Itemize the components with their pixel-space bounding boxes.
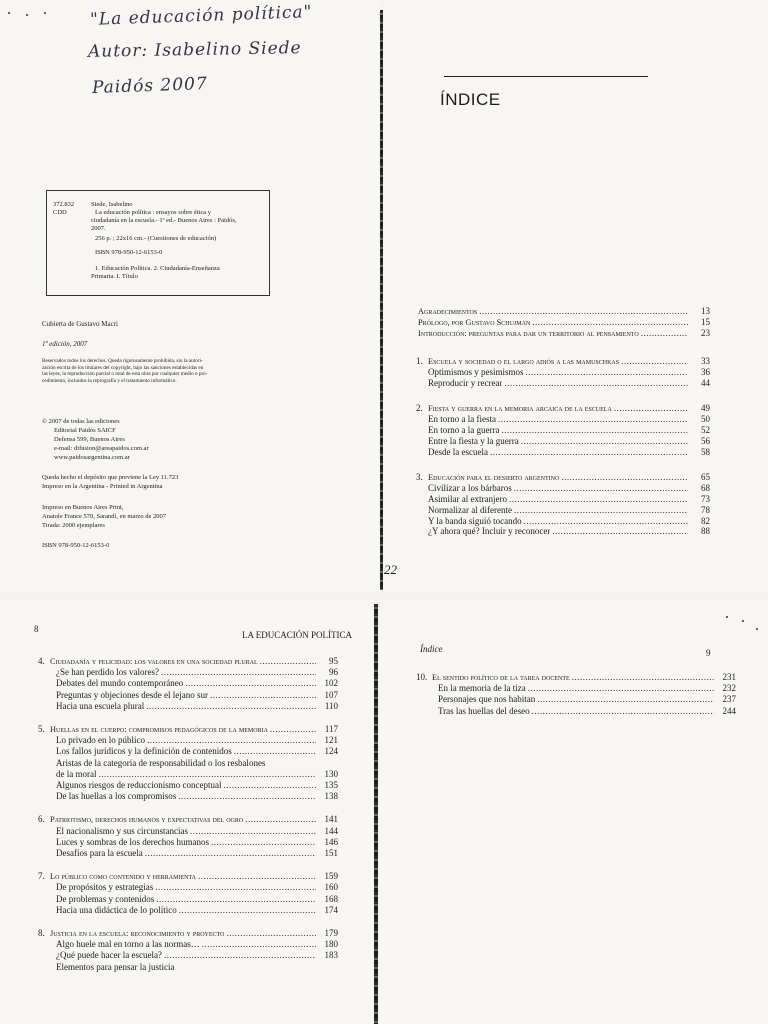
toc-chapter-line [38, 928, 338, 939]
rights-line: zación escrita de los titulares del copyright, bajo las sanciones establecidas en [42, 364, 204, 371]
toc-section-line [56, 894, 338, 905]
chapter-number: 2. [416, 403, 423, 414]
printed-in: Impreso en la Argentina - Printed in Argentina [42, 483, 163, 490]
catalog-line: 256 p. ; 22x16 cm.- (Cuestiones de educación) [95, 235, 217, 242]
dot-leader [226, 928, 316, 939]
toc-label: El nacionalismo y sus circunstancias [56, 825, 188, 836]
dot-leader [514, 483, 688, 494]
toc-section-line [438, 683, 736, 694]
chapter-number: 4. [38, 656, 45, 666]
catalog-record-box [46, 190, 270, 296]
toc-section-line [438, 694, 736, 705]
dot-leader [210, 690, 316, 701]
publisher-web: www.paidosargentina.com.ar [54, 454, 130, 461]
dot-leader [532, 317, 688, 328]
toc-label: Personajes que nos habitan [438, 694, 536, 705]
dot-leader [552, 526, 688, 537]
dot-leader [223, 780, 316, 791]
cover-credit: Cubierta de Gustavo Macri [42, 320, 119, 328]
dot-leader [198, 871, 316, 882]
toc-page-number: 146 [324, 836, 338, 847]
toc-label: El sentido político de la tarea docente [432, 673, 570, 682]
catalog-line: 2007. [91, 225, 106, 232]
dot-leader [521, 436, 688, 447]
toc-label: Debates del mundo contemporáneo [56, 678, 184, 689]
toc-section-line [56, 837, 338, 848]
toc-label: Escuela y sociedad o el largo adiós a las mamuschkas [428, 357, 620, 366]
dot-leader [526, 367, 688, 378]
toc-page-number: 23 [701, 328, 710, 338]
toc-section-line [428, 378, 710, 389]
toc-section-line [56, 746, 338, 757]
dot-leader [532, 706, 714, 717]
toc-chapter-line [38, 871, 338, 882]
toc-label: Patriotismo, derechos humanos y expectativas del ogro [50, 815, 244, 825]
toc-page-number: 180 [324, 939, 338, 950]
toc-label: Lo privado en lo público [56, 735, 145, 746]
toc-chapter-line [416, 356, 710, 367]
handwritten-title-note: "La educación política" [89, 2, 313, 30]
toc-page-number: 141 [324, 814, 338, 825]
toc-label: Educación para el desierto argentino [428, 473, 560, 483]
publisher-name: Editorial Paidós SAICF [54, 427, 116, 434]
toc-label: Reproducir y recrear [428, 377, 503, 388]
toc-page-number: 183 [324, 950, 338, 961]
toc-label: Huellas en el cuerpo: compromisos pedagógicos de la memoria [50, 725, 268, 734]
dot-leader [504, 378, 688, 389]
toc-section-line [438, 706, 736, 717]
dot-leader [147, 735, 316, 746]
dot-leader [178, 791, 316, 802]
publisher-email: e-mail: difusion@areapaidos.com.ar [54, 445, 149, 452]
toc-label: Entre la fiesta y la guerra [428, 435, 519, 446]
toc-label: Hacia una didáctica de lo político [56, 904, 177, 915]
scan-speck [8, 12, 10, 14]
toc-label: Preguntas y objeciones desde el lejano sur [56, 689, 208, 700]
toc-page-number: 237 [722, 694, 736, 705]
toc-label: Fiesta y guerra en la memoria arcaica de la escuela [428, 404, 612, 414]
dot-leader [614, 403, 688, 414]
dot-leader [641, 328, 688, 339]
page-folio: 8 [34, 624, 39, 634]
toc-section-line [56, 678, 338, 689]
running-head: LA EDUCACIÓN POLÍTICA [242, 630, 352, 640]
scan-mark: 22 [384, 562, 397, 577]
toc-label: En torno a la fiesta [428, 414, 496, 425]
dot-leader [479, 306, 688, 317]
toc-page-number: 49 [701, 403, 710, 414]
catalog-cdd: CDD [53, 209, 67, 216]
dot-leader [245, 814, 316, 825]
toc-label: Desafíos para la escuela [56, 848, 143, 858]
toc-label: En torno a la guerra [428, 425, 500, 435]
toc-label: de la moral [56, 768, 97, 779]
toc-page-number: 107 [324, 689, 338, 700]
toc-label: Justicia en la escuela: reconocimiento y proyecto [50, 929, 225, 938]
toc-section-line [56, 826, 338, 837]
chapter-number: 7. [38, 871, 45, 882]
copyright-page [0, 0, 380, 592]
dot-leader [621, 356, 688, 367]
toc-label: En la memoria de la tiza [438, 683, 526, 694]
toc-label: Aristas de la categoría de responsabilidad o los resbalones [56, 757, 266, 768]
printer-line: Impreso en Buenos Aires Print, [42, 504, 124, 511]
toc-page-number: 151 [324, 848, 338, 858]
toc-section-line [56, 758, 338, 769]
toc-label: ¿Y ahora qué? Incluir y reconocer [428, 526, 551, 537]
toc-section-line [56, 939, 338, 950]
toc-section-line [428, 494, 710, 505]
toc-section-line [428, 483, 710, 494]
running-head: Índice [420, 644, 443, 654]
toc-label: Algunos riesgos de reduccionismo conceptual [56, 780, 222, 790]
toc-label: Prólogo, por Gustavo Schujman [418, 318, 531, 327]
dot-leader [498, 414, 688, 425]
dot-leader [185, 678, 316, 689]
toc-page-number: 179 [324, 928, 338, 938]
rights-line: las leyes, la reproducción parcial o total de esta obra por cualquier medio o pro- [42, 371, 208, 377]
toc-page-number: 232 [722, 683, 736, 694]
toc-front-matter-line [418, 317, 710, 328]
chapter-number: 1. [416, 356, 423, 366]
toc-section-line [428, 447, 710, 458]
chapter-number: 10. [416, 672, 428, 682]
toc-page-number: 73 [701, 494, 710, 504]
toc-label: Algo huele mal en torno a las normas… [56, 939, 200, 950]
toc-label: Civilizar a los bárbaros [428, 483, 512, 494]
catalog-subjects: Primaria. I. Título [91, 273, 138, 280]
dot-leader [202, 939, 316, 950]
page-folio: 9 [706, 648, 711, 658]
catalog-classification: 372.832 [53, 201, 75, 208]
legal-deposit: Queda hecho el depósito que previene la Ley 11.723 [42, 474, 179, 481]
toc-section-line [56, 882, 338, 893]
toc-page-number: 121 [324, 735, 338, 746]
toc-label: Y la banda siguió tocando [428, 515, 522, 526]
dot-leader [98, 769, 316, 780]
toc-page-number: 95 [329, 656, 338, 666]
dot-leader [490, 447, 688, 458]
scan-speck [26, 14, 28, 16]
dot-leader [234, 746, 316, 757]
toc-label: Normalizar al diferente [428, 504, 512, 515]
toc-section-line [56, 769, 338, 780]
toc-section-line [56, 791, 338, 802]
index-top-rule [444, 76, 648, 77]
toc-front-matter-line [418, 306, 710, 317]
dot-leader [528, 683, 714, 694]
dot-leader [164, 950, 316, 961]
dot-leader [145, 848, 316, 859]
toc-label: De propósitos y estrategias [56, 882, 154, 893]
toc-page-number: 13 [701, 306, 710, 316]
rights-notice [42, 358, 278, 384]
dot-leader [156, 894, 316, 905]
toc-section-line [56, 735, 338, 746]
dot-leader [146, 701, 316, 712]
toc-page-number: 130 [324, 768, 338, 779]
chapter-number: 6. [38, 814, 45, 825]
toc-page-number: 174 [324, 904, 338, 915]
toc-label: ¿Qué puede hacer la escuela? [56, 950, 162, 961]
catalog-isbn: ISBN 978-950-12-6153-0 [95, 249, 163, 256]
catalog-author: Siede, Isabelino [91, 201, 133, 208]
toc-chapter-line [416, 403, 710, 414]
toc-page-number: 50 [701, 414, 710, 425]
toc-section-line [56, 848, 338, 859]
toc-section-line [56, 962, 338, 973]
dot-leader [524, 516, 688, 527]
catalog-subjects: 1. Educación Política. 2. Ciudadanía-Enseñanza [95, 265, 220, 272]
toc-label: De las huellas a los compromisos [56, 791, 177, 802]
chapter-number: 3. [416, 472, 423, 483]
index-page [384, 0, 768, 592]
toc-page-number: 124 [324, 746, 338, 757]
chapter-number: 5. [38, 724, 45, 734]
toc-chapter-line [38, 814, 338, 825]
toc-label: Optimismos y pesimismos [428, 366, 524, 377]
toc-label: Tras las huellas del deseo [438, 705, 530, 716]
toc-page-number: 135 [324, 780, 338, 790]
toc-label: Introducción: preguntas para dar un territorio al pensamiento [418, 329, 639, 338]
toc-section-line [428, 367, 710, 378]
dot-leader [270, 724, 316, 735]
toc-page-number: 110 [324, 700, 338, 711]
toc-label: Elementos para pensar la justicia [56, 961, 175, 972]
toc-section-line [428, 414, 710, 425]
toc-section-line [428, 436, 710, 447]
dot-leader [179, 905, 316, 916]
toc-label: De problemas y contenidos [56, 893, 155, 904]
rights-line: cedimiento, incluidos la reprografía y el tratamiento informático. [42, 377, 177, 384]
toc-page-number: 52 [701, 425, 710, 435]
toc-page-number: 96 [329, 667, 338, 678]
isbn-footer: ISBN 978-950-12-6153-0 [42, 542, 110, 549]
toc-page-number: 44 [701, 377, 710, 388]
dot-leader [501, 425, 688, 436]
toc-label: Agradecimientos [418, 307, 478, 316]
dot-leader [190, 826, 316, 837]
toc-page-number: 65 [701, 472, 710, 483]
scan-speck [742, 620, 744, 622]
toc-label: Desde la escuela [428, 446, 488, 457]
toc-chapter-line [38, 724, 338, 735]
dot-leader [260, 656, 316, 667]
chapter-number: 8. [38, 928, 45, 938]
dot-leader [561, 472, 688, 483]
toc-section-line [428, 505, 710, 516]
index-title: ÍNDICE [440, 90, 501, 109]
dot-leader [155, 882, 316, 893]
toc-chapter-line [416, 672, 736, 683]
catalog-line: La educación política : ensayos sobre ética y [95, 209, 212, 216]
dot-leader [161, 667, 316, 678]
scan-speck [726, 616, 728, 618]
page-8 [0, 600, 374, 1024]
toc-section-line [56, 950, 338, 961]
toc-label: Ciudadanía y felicidad: los valores en una sociedad plural [50, 657, 258, 666]
dot-leader [211, 837, 316, 848]
toc-label: Lo público como contenido y herramienta [50, 872, 196, 882]
toc-front-matter-line [418, 328, 710, 339]
toc-page-number: 159 [324, 871, 338, 882]
copyright-line: © 2007 de todas las ediciones [42, 418, 120, 425]
toc-page-number: 56 [701, 435, 710, 446]
toc-label: ¿Se han perdido los valores? [56, 667, 159, 678]
toc-page-number: 244 [722, 705, 736, 716]
toc-page-number: 15 [701, 317, 710, 327]
toc-label: Luces y sombras de los derechos humanos [56, 836, 209, 847]
toc-page-number: 78 [701, 504, 710, 515]
toc-page-number: 160 [324, 882, 338, 893]
dot-leader [572, 672, 714, 683]
toc-chapter-line [38, 656, 338, 667]
handwritten-author-note: Autor: Isabelino Siede [87, 38, 302, 62]
toc-section-line [56, 780, 338, 791]
toc-page-number: 102 [324, 678, 338, 689]
toc-label: Hacia una escuela plural [56, 700, 145, 711]
toc-label: Los fallos jurídicos y la definición de contenidos [56, 746, 232, 757]
catalog-line: ciudadanía en la escuela.- 1ª ed.- Buenos Aires : Paidós, [91, 217, 237, 224]
toc-page-number: 36 [701, 366, 710, 377]
toc-section-line [56, 701, 338, 712]
toc-label: Asimilar al extranjero [428, 494, 507, 504]
toc-section-line [56, 690, 338, 701]
toc-section-line [428, 516, 710, 527]
scan-speck [756, 628, 758, 630]
toc-page-number: 231 [722, 672, 736, 682]
edition-line: 1ª edición, 2007 [42, 340, 88, 348]
dot-leader [537, 694, 714, 705]
rights-line: Reservados todos los derechos. Queda rigurosamente prohibida, sin la autori- [42, 358, 203, 364]
dot-leader [509, 494, 688, 505]
toc-page-number: 144 [324, 825, 338, 836]
print-run: Tirada: 2000 ejemplares [42, 522, 105, 529]
toc-page-number: 117 [324, 724, 338, 734]
toc-page-number: 68 [701, 483, 710, 494]
page-9 [380, 600, 768, 1024]
scan-speck [44, 12, 46, 14]
toc-section-line [428, 526, 710, 537]
handwritten-publisher-note: Paidós 2007 [91, 73, 209, 99]
publisher-address: Defensa 599, Buenos Aires [54, 436, 125, 443]
toc-page-number: 33 [701, 356, 710, 366]
toc-page-number: 58 [701, 446, 710, 457]
toc-page-number: 88 [701, 526, 710, 537]
printer-line: Anatole France 570, Sarandí, en marzo de 2007 [42, 513, 167, 520]
dot-leader [514, 505, 688, 516]
toc-page-number: 82 [701, 515, 710, 526]
toc-chapter-line [416, 472, 710, 483]
toc-section-line [428, 425, 710, 436]
toc-section-line [56, 905, 338, 916]
toc-page-number: 168 [324, 893, 338, 904]
toc-page-number: 138 [324, 791, 338, 802]
toc-section-line [56, 667, 338, 678]
